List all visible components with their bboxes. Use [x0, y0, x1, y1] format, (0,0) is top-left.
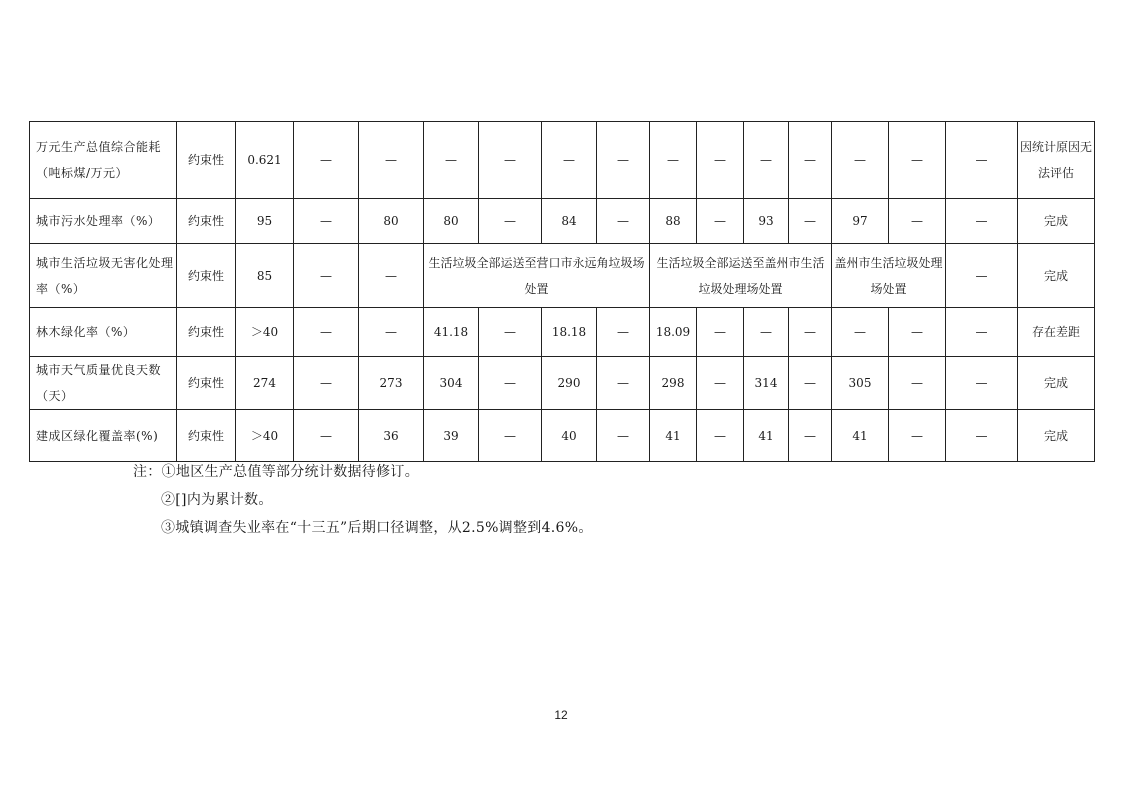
data-cell: —: [697, 122, 744, 199]
indicator-type: 约束性: [177, 357, 236, 410]
data-cell: 41.18: [424, 308, 479, 357]
data-cell: —: [479, 199, 542, 244]
data-cell: —: [479, 308, 542, 357]
table-row: [30, 357, 1095, 410]
note-line-1: 注：①地区生产总值等部分统计数据待修订。: [133, 464, 419, 480]
table-row: [30, 244, 1095, 308]
result-cell: 完成: [1018, 244, 1095, 308]
indicator-name: 万元生产总值综合能耗（吨标煤/万元）: [30, 122, 177, 199]
target-value: ＞40: [236, 410, 294, 462]
target-value: 274: [236, 357, 294, 410]
data-cell: 80: [424, 199, 479, 244]
merged-cell: 生活垃圾全部运送至盖州市生活垃圾处理场处置: [650, 244, 832, 308]
data-cell: —: [650, 122, 697, 199]
indicator-table: [29, 121, 1095, 462]
table-row: [30, 199, 1095, 244]
note-line-3: ③城镇调查失业率在“十三五”后期口径调整，从2.5%调整到4.6%。: [161, 520, 593, 536]
data-cell: 84: [542, 199, 597, 244]
data-cell: —: [542, 122, 597, 199]
merged-cell: 生活垃圾全部运送至营口市永远角垃圾场处置: [424, 244, 650, 308]
target-value: 95: [236, 199, 294, 244]
data-cell: 36: [359, 410, 424, 462]
data-cell: —: [597, 199, 650, 244]
indicator-type: 约束性: [177, 244, 236, 308]
data-cell: —: [789, 199, 832, 244]
data-cell: —: [889, 410, 946, 462]
data-cell: 41: [744, 410, 789, 462]
data-cell: —: [697, 199, 744, 244]
data-cell: —: [479, 410, 542, 462]
note-line-2: ②[]内为累计数。: [161, 492, 273, 508]
data-cell: —: [479, 122, 542, 199]
data-cell: —: [832, 122, 889, 199]
data-cell: 40: [542, 410, 597, 462]
data-cell: 305: [832, 357, 889, 410]
data-cell: —: [294, 199, 359, 244]
data-cell: —: [294, 122, 359, 199]
data-cell: —: [889, 308, 946, 357]
target-value: ＞40: [236, 308, 294, 357]
data-cell: —: [294, 308, 359, 357]
data-cell: —: [294, 410, 359, 462]
data-cell: —: [597, 122, 650, 199]
data-cell: 290: [542, 357, 597, 410]
result-cell: 存在差距: [1018, 308, 1095, 357]
indicator-name: 林木绿化率（%）: [30, 308, 177, 357]
data-cell: —: [946, 199, 1018, 244]
data-cell: —: [597, 308, 650, 357]
data-cell: —: [359, 244, 424, 308]
data-cell: —: [946, 122, 1018, 199]
indicator-type: 约束性: [177, 410, 236, 462]
data-cell: —: [359, 122, 424, 199]
data-cell: —: [744, 308, 789, 357]
target-value: 85: [236, 244, 294, 308]
page-number: 12: [554, 708, 568, 722]
data-cell: 18.09: [650, 308, 697, 357]
result-cell: 因统计原因无法评估: [1018, 122, 1095, 199]
indicator-type: 约束性: [177, 122, 236, 199]
data-cell: 41: [650, 410, 697, 462]
table-notes: [133, 458, 593, 542]
data-cell: 41: [832, 410, 889, 462]
indicator-name: 建成区绿化覆盖率(%): [30, 410, 177, 462]
data-cell: 298: [650, 357, 697, 410]
data-cell: —: [597, 357, 650, 410]
data-cell: —: [294, 357, 359, 410]
result-cell: 完成: [1018, 199, 1095, 244]
data-cell: —: [789, 308, 832, 357]
indicator-type: 约束性: [177, 308, 236, 357]
data-cell: —: [832, 308, 889, 357]
data-cell: —: [479, 357, 542, 410]
data-cell: —: [946, 308, 1018, 357]
data-cell: —: [697, 410, 744, 462]
data-cell: —: [946, 357, 1018, 410]
data-cell: —: [359, 308, 424, 357]
data-cell: —: [946, 244, 1018, 308]
data-cell: 80: [359, 199, 424, 244]
data-cell: —: [889, 199, 946, 244]
data-cell: —: [789, 410, 832, 462]
indicator-name: 城市污水处理率（%）: [30, 199, 177, 244]
table-row: [30, 122, 1095, 199]
data-cell: —: [889, 122, 946, 199]
data-cell: 314: [744, 357, 789, 410]
data-cell: 18.18: [542, 308, 597, 357]
table-row: [30, 410, 1095, 462]
data-cell: —: [597, 410, 650, 462]
data-cell: —: [697, 308, 744, 357]
data-cell: —: [697, 357, 744, 410]
indicator-name: 城市天气质量优良天数（天）: [30, 357, 177, 410]
data-cell: —: [946, 410, 1018, 462]
data-cell: —: [789, 357, 832, 410]
data-cell: 93: [744, 199, 789, 244]
data-cell: —: [789, 122, 832, 199]
data-cell: —: [744, 122, 789, 199]
target-value: 0.621: [236, 122, 294, 199]
data-cell: 273: [359, 357, 424, 410]
indicator-name: 城市生活垃圾无害化处理率（%）: [30, 244, 177, 308]
data-cell: 39: [424, 410, 479, 462]
data-cell: —: [294, 244, 359, 308]
data-cell: —: [889, 357, 946, 410]
indicator-type: 约束性: [177, 199, 236, 244]
result-cell: 完成: [1018, 357, 1095, 410]
result-cell: 完成: [1018, 410, 1095, 462]
data-cell: 88: [650, 199, 697, 244]
data-cell: —: [424, 122, 479, 199]
table-row: [30, 308, 1095, 357]
data-cell: 97: [832, 199, 889, 244]
data-cell: 304: [424, 357, 479, 410]
merged-cell: 盖州市生活垃圾处理场处置: [832, 244, 946, 308]
